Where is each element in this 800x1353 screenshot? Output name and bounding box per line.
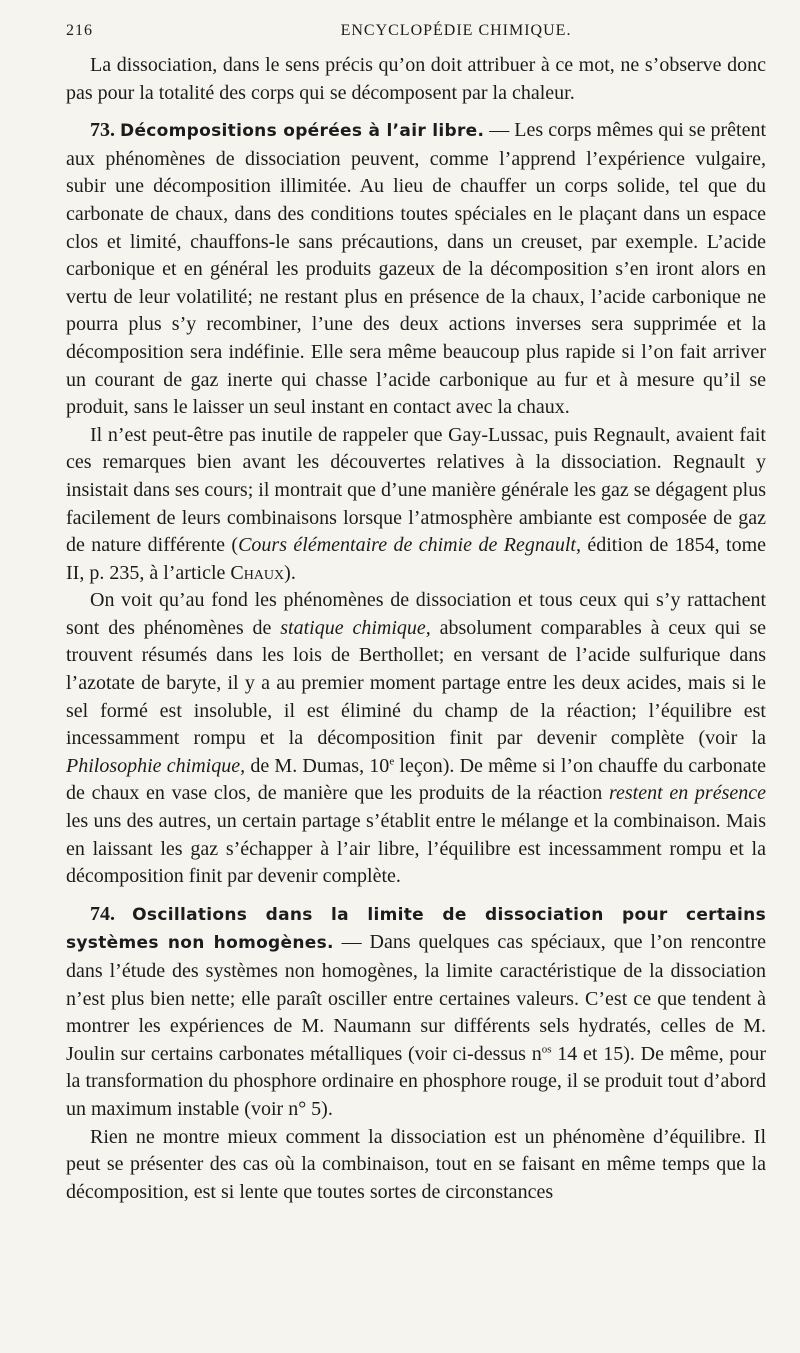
section-text: — Les corps mêmes qui se prêtent aux phénomènes de dissociation peuvent, comme l’apprend l’expérience vulgaire, subir une décomposition illimitée. Au lieu de chauffer un corps solide, tel que du carbonate de chaux, dans des conditions toutes spéciales en le plaçant dans un espace clos et limité, chauffons-le sans précautions, dans un creuset, par exemple. L’acide carbonique et en général les produits gazeux de la décomposition s’en iront alors en vertu de leur volatilité; ne restant plus en présence de la chaux, l’acide carbonique ne pourra plus s’y recombiner, l’une des deux actions inverses sera supprimée et la décomposition sera indéfinie. Elle sera même beaucoup plus rapide si l’on fait arriver un courant de gaz inerte qui chasse l’acide carbonique au fur et à mesure qu’il se produit, sans le laisser un seul instant en contact avec la chaux. (66, 119, 767, 419)
italic-citation: Cours élémentaire de chimie de Regnault, (238, 534, 581, 557)
paragraph: Rien ne montre mieux comment la dissociation est un phénomène d’équilibre. Il peut se présenter des cas où la combinaison, tout en se faisant en même temps que la décomposition, est si lente que toutes sortes de circonstances (66, 1125, 766, 1203)
running-title: ENCYCLOPÉDIE CHIMIQUE. (340, 22, 572, 39)
page-number: 216 (66, 22, 93, 39)
smallcaps-term: Chaux (230, 561, 285, 584)
paragraph: La dissociation, dans le sens précis qu’on doit attribuer à ce mot, ne s’observe donc pas pour la totalité des corps qui se décomposent par la chaleur. (66, 54, 766, 104)
section-title: Oscillations dans la limite de dissociation pour certains systèmes non homogènes. (66, 904, 766, 954)
section-title: Décompositions opérées à l’air libre. (120, 121, 485, 142)
section-74: 74. Oscillations dans la limite de dissociation pour certains systèmes non homogènes. — Dans quelques cas spéciaux, que l’on rencontre dans l’étude des systèmes non homogènes, la limite caractéristique de la dissociation n’est plus bien nette; elle paraît osciller entre certaines valeurs. C’est ce que tendent à montrer les expériences de M. Naumann sur différents sels hydratés, celles de M. Joulin sur certains carbonates métalliques (voir ci-dessus $n^{os}$ 14 et 15). De même, pour la transformation du phosphore ordinaire en phosphore rouge, il se produit tout d’abord un maximum instable (voir n° 5). (66, 902, 767, 1120)
section-number: 74. (90, 902, 115, 925)
running-header (66, 22, 766, 48)
section-number: 73. (90, 119, 115, 142)
section-73 (66, 117, 766, 422)
paragraph: On voit qu’au fond les phénomènes de dissociation et tous ceux qui s’y rattachent sont des phénomènes de statique chimique, absolument comparables à ceux qui se trouvent résumés dans les lois de Berthollet; en versant de l’acide sulfurique dans l’azotate de baryte, il y a au premier moment partage entre les deux acides, mais si le sel formé est insoluble, il est éliminé du champ de la réaction; l’équilibre est incessamment rompu et la décomposition finit par devenir complète (voir la Philosophie chimique, de M. Dumas, 10e leçon). De même si l’on chauffe du carbonate de chaux en vase clos, de manière que les produits de la réaction restent en présence les uns des autres, un certain partage s’établit entre le mélange et la combinaison. Mais en laissant les gaz s’échapper à l’air libre, l’équilibre est incessamment rompu et la décomposition finit par devenir complète. (66, 589, 767, 888)
paragraph: Il n’est peut-être pas inutile de rappeler que Gay-Lussac, puis Regnault, avaient fait ces remarques bien avant les découvertes relatives à la dissociation. Regnault y insistait dans ses cours; il montrait que d’une manière générale les gaz se dégagent plus facilement de leurs combinaisons lorsque l’atmosphère ambiante est composée de gaz de nature différente (Cours élémentaire de chimie de Regnault, édition de 1854, tome II, p. 235, à l’article Chaux). (66, 423, 767, 584)
body-text (66, 52, 766, 1206)
